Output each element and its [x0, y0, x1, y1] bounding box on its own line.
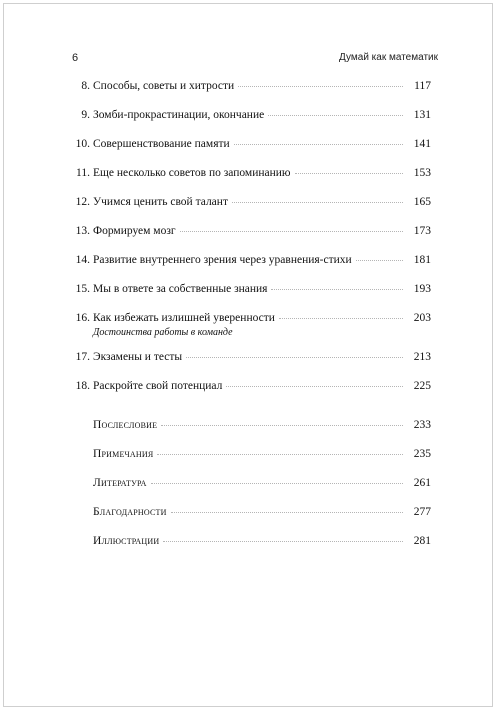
chapter-title-row — [93, 138, 431, 150]
chapter-title-row — [93, 351, 431, 363]
back-matter-entry — [4, 419, 492, 433]
dot-leader — [295, 173, 403, 174]
chapter-number: 13. — [75, 225, 90, 237]
back-matter-title: Иллюстрации — [93, 535, 160, 547]
toc-entry — [4, 109, 492, 123]
back-matter-title-row — [93, 448, 431, 460]
chapter-title: Формируем мозг — [93, 225, 176, 237]
chapter-title-row — [93, 225, 431, 237]
back-matter-title: Послесловие — [93, 419, 158, 431]
chapter-title: Мы в ответе за собственные знания — [93, 283, 268, 295]
page-ref: 213 — [413, 351, 431, 363]
page-ref: 165 — [413, 196, 431, 208]
page-ref: 261 — [413, 477, 431, 489]
chapter-title-row — [93, 283, 431, 295]
chapter-number: 17. — [75, 351, 90, 363]
page-ref: 193 — [413, 283, 431, 295]
toc-entry — [4, 80, 492, 94]
dot-leader — [356, 260, 403, 261]
book-page — [3, 3, 493, 707]
page-ref: 141 — [413, 138, 431, 150]
chapter-title: Как избежать излишней уверенности — [93, 312, 275, 324]
page-number: 6 — [72, 52, 79, 64]
toc-entry — [4, 312, 492, 338]
page-header — [4, 52, 492, 68]
chapter-title: Экзамены и тесты — [93, 351, 183, 363]
dot-leader — [171, 512, 403, 513]
toc-entry — [4, 380, 492, 394]
page-ref: 173 — [413, 225, 431, 237]
chapter-title: Способы, советы и хитрости — [93, 80, 235, 92]
chapter-number: 16. — [75, 312, 90, 324]
back-matter-entry — [4, 477, 492, 491]
page-ref: 203 — [413, 312, 431, 324]
page-ref: 117 — [414, 80, 431, 92]
back-matter-title-row — [93, 535, 431, 547]
chapter-title: Раскройте свой потенциал — [93, 380, 223, 392]
toc-entry — [4, 167, 492, 181]
page-ref: 181 — [413, 254, 431, 266]
dot-leader — [151, 483, 403, 484]
dot-leader — [234, 144, 403, 145]
toc-entry — [4, 283, 492, 297]
page-ref: 277 — [413, 506, 431, 518]
chapter-number: 8. — [81, 80, 90, 92]
dot-leader — [157, 454, 403, 455]
back-matter-title-row — [93, 419, 431, 431]
toc-entry — [4, 351, 492, 365]
back-matter-entry — [4, 448, 492, 462]
chapter-title-row — [93, 80, 431, 92]
chapter-title: Совершенствование памяти — [93, 138, 230, 150]
dot-leader — [279, 318, 403, 319]
dot-leader — [226, 386, 403, 387]
dot-leader — [161, 425, 403, 426]
page-ref: 235 — [413, 448, 431, 460]
dot-leader — [163, 541, 403, 542]
dot-leader — [180, 231, 403, 232]
back-matter-entry — [4, 535, 492, 549]
chapter-title-row — [93, 196, 431, 208]
chapter-title: Учимся ценить свой талант — [93, 196, 228, 208]
chapter-title: Еще несколько советов по запоминанию — [93, 167, 291, 179]
chapter-number: 15. — [75, 283, 90, 295]
page-ref: 233 — [413, 419, 431, 431]
page-ref: 281 — [413, 535, 431, 547]
back-matter-title: Примечания — [93, 448, 154, 460]
toc-entry — [4, 196, 492, 210]
chapter-title: Развитие внутреннего зрения через уравнения-стихи — [93, 254, 352, 266]
back-matter-entry — [4, 506, 492, 520]
chapter-number: 12. — [75, 196, 90, 208]
toc-entry — [4, 138, 492, 152]
dot-leader — [271, 289, 403, 290]
page-ref: 153 — [413, 167, 431, 179]
chapter-title-row — [93, 312, 431, 324]
back-matter-title-row — [93, 506, 431, 518]
dot-leader — [232, 202, 403, 203]
chapter-title-row — [93, 254, 431, 266]
dot-leader — [238, 86, 403, 87]
chapter-number: 9. — [81, 109, 90, 121]
dot-leader — [186, 357, 403, 358]
chapter-number: 11. — [76, 167, 90, 179]
back-matter-title: Литература — [93, 477, 147, 489]
chapter-number: 14. — [75, 254, 90, 266]
page-ref: 225 — [413, 380, 431, 392]
running-title: Думай как математик — [339, 52, 438, 63]
chapter-number: 18. — [75, 380, 90, 392]
back-matter-title: Благодарности — [93, 506, 167, 518]
chapter-title-row — [93, 167, 431, 179]
chapter-title-row — [93, 109, 431, 121]
back-matter-title-row — [93, 477, 431, 489]
chapter-title: Зомби-прокрастинации, окончание — [93, 109, 265, 121]
chapter-title-row — [93, 380, 431, 392]
chapter-subtitle: Достоинства работы в команде — [93, 327, 233, 338]
page-ref: 131 — [413, 109, 431, 121]
dot-leader — [268, 115, 403, 116]
toc-entry — [4, 225, 492, 239]
toc-entry — [4, 254, 492, 268]
chapter-number: 10. — [75, 138, 90, 150]
